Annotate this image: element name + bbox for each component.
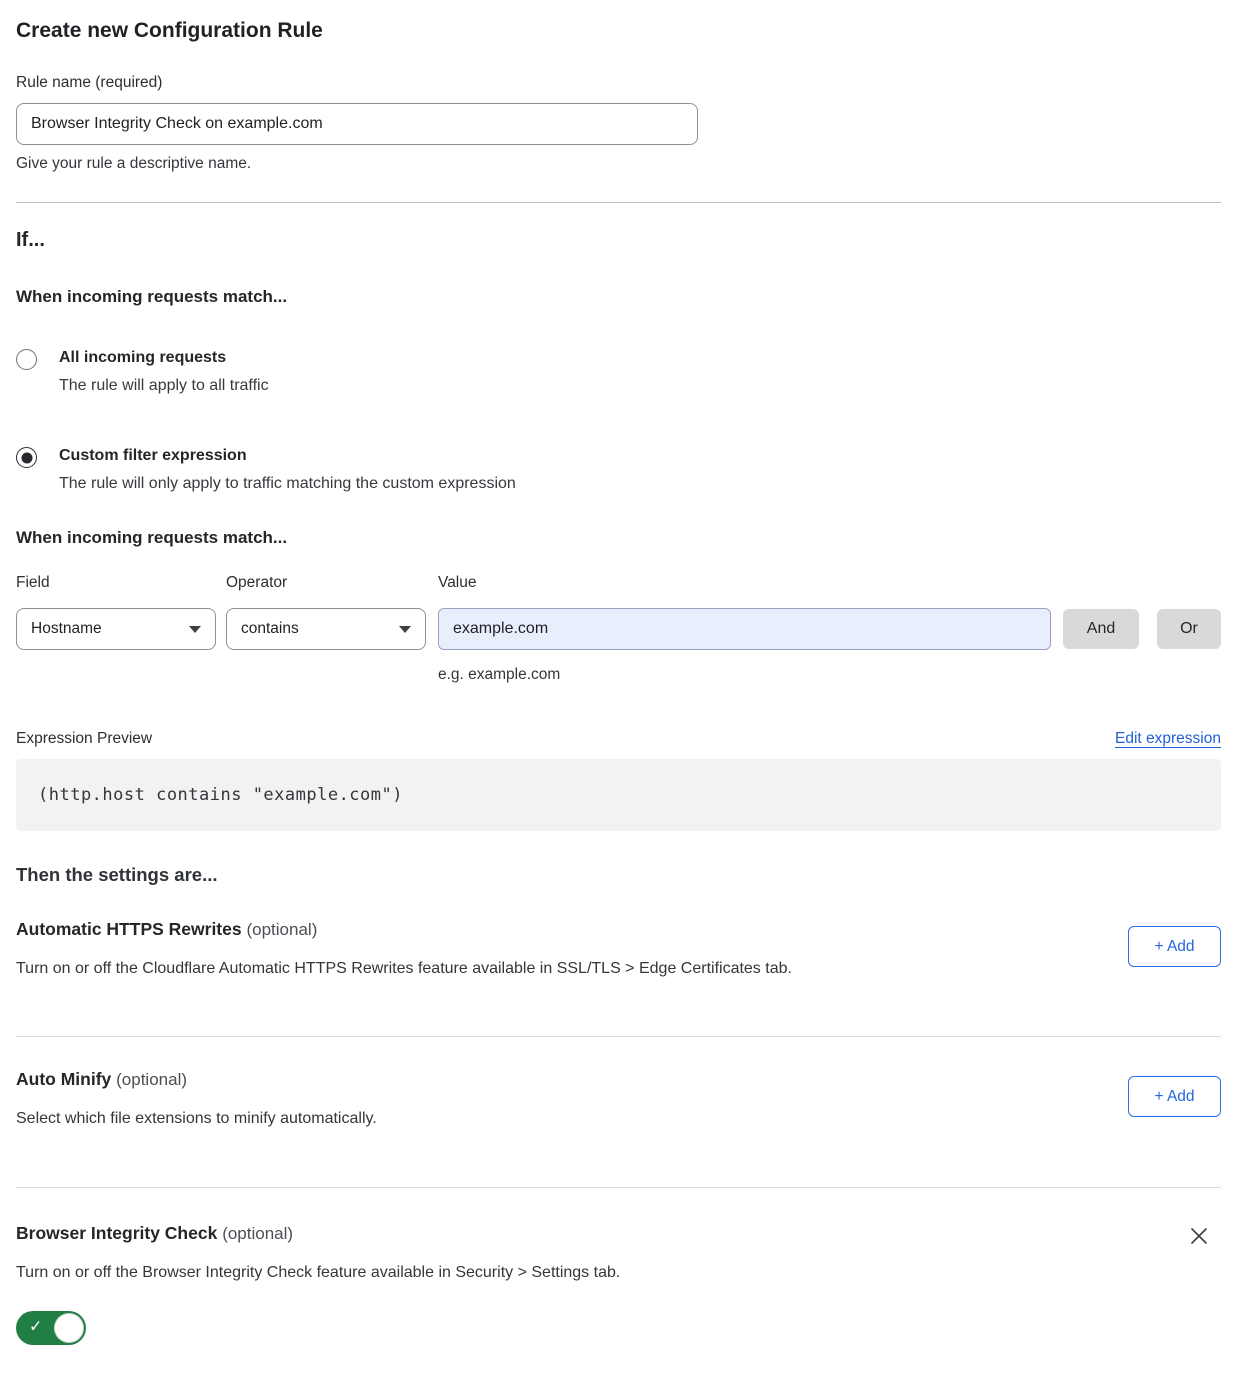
if-heading: If... bbox=[16, 229, 45, 251]
setting-section-browser-integrity-check bbox=[16, 1188, 1221, 1350]
chevron-down-icon bbox=[189, 626, 201, 633]
section-divider bbox=[16, 202, 1221, 203]
toggle-knob bbox=[54, 1313, 84, 1343]
page-title: Create new Configuration Rule bbox=[16, 19, 323, 42]
match-heading: When incoming requests match... bbox=[16, 287, 288, 306]
check-icon: ✓ bbox=[29, 1318, 43, 1336]
expression-builder-heading: When incoming requests match... bbox=[16, 528, 288, 547]
field-select-value: Hostname bbox=[31, 620, 102, 637]
expression-preview-header bbox=[16, 730, 1221, 748]
radio-button-selected[interactable] bbox=[16, 447, 37, 468]
and-button[interactable]: And bbox=[1063, 609, 1139, 649]
expression-builder-row bbox=[16, 608, 1221, 650]
rule-name-label: Rule name (required) bbox=[16, 74, 163, 91]
radio-option-description: The rule will only apply to traffic matching the custom expression bbox=[59, 475, 516, 492]
expression-preview-box bbox=[16, 759, 1221, 831]
operator-select[interactable] bbox=[226, 608, 426, 650]
radio-option-all-incoming-requests[interactable] bbox=[16, 347, 1221, 396]
radio-option-description: The rule will apply to all traffic bbox=[59, 377, 269, 394]
expression-code: (http.host contains "example.com") bbox=[38, 785, 403, 805]
then-settings-heading: Then the settings are... bbox=[16, 864, 218, 885]
rule-name-input[interactable] bbox=[16, 103, 698, 145]
radio-option-custom-filter-expression[interactable] bbox=[16, 445, 1221, 494]
setting-section-automatic-https-rewrites bbox=[16, 887, 1221, 1036]
setting-description: Turn on or off the Cloudflare Automatic HTTPS Rewrites feature available in SSL/TLS > Edge Certificates tab. bbox=[16, 960, 792, 977]
operator-label: Operator bbox=[226, 574, 288, 591]
optional-tag: (optional) bbox=[222, 1224, 294, 1243]
radio-option-label: All incoming requests bbox=[59, 349, 227, 366]
radio-button-unselected[interactable] bbox=[16, 349, 37, 370]
chevron-down-icon bbox=[399, 626, 411, 633]
operator-select-value: contains bbox=[241, 620, 299, 637]
expression-preview-label: Expression Preview bbox=[16, 730, 153, 747]
radio-option-label: Custom filter expression bbox=[59, 447, 247, 464]
value-helper: e.g. example.com bbox=[438, 666, 561, 683]
setting-title: Automatic HTTPS Rewrites (optional) bbox=[16, 919, 318, 939]
optional-tag: (optional) bbox=[246, 920, 318, 939]
setting-title: Auto Minify (optional) bbox=[16, 1069, 188, 1089]
add-automatic-https-rewrites-button[interactable]: + Add bbox=[1128, 926, 1221, 967]
close-icon[interactable] bbox=[1189, 1226, 1209, 1246]
optional-tag: (optional) bbox=[116, 1070, 188, 1089]
field-label: Field bbox=[16, 574, 50, 591]
setting-title: Browser Integrity Check (optional) bbox=[16, 1223, 294, 1243]
add-auto-minify-button[interactable]: + Add bbox=[1128, 1076, 1221, 1117]
setting-section-auto-minify bbox=[16, 1037, 1221, 1187]
edit-expression-link[interactable]: Edit expression bbox=[1115, 730, 1221, 747]
rule-name-helper: Give your rule a descriptive name. bbox=[16, 155, 252, 172]
or-button[interactable]: Or bbox=[1157, 609, 1221, 649]
setting-description: Select which file extensions to minify automatically. bbox=[16, 1110, 377, 1127]
setting-description: Turn on or off the Browser Integrity Check feature available in Security > Settings tab. bbox=[16, 1264, 621, 1281]
expression-builder-labels bbox=[16, 574, 1221, 592]
value-input[interactable] bbox=[438, 608, 1051, 650]
value-label: Value bbox=[438, 574, 477, 591]
browser-integrity-check-toggle[interactable] bbox=[16, 1311, 86, 1345]
field-select[interactable] bbox=[16, 608, 216, 650]
